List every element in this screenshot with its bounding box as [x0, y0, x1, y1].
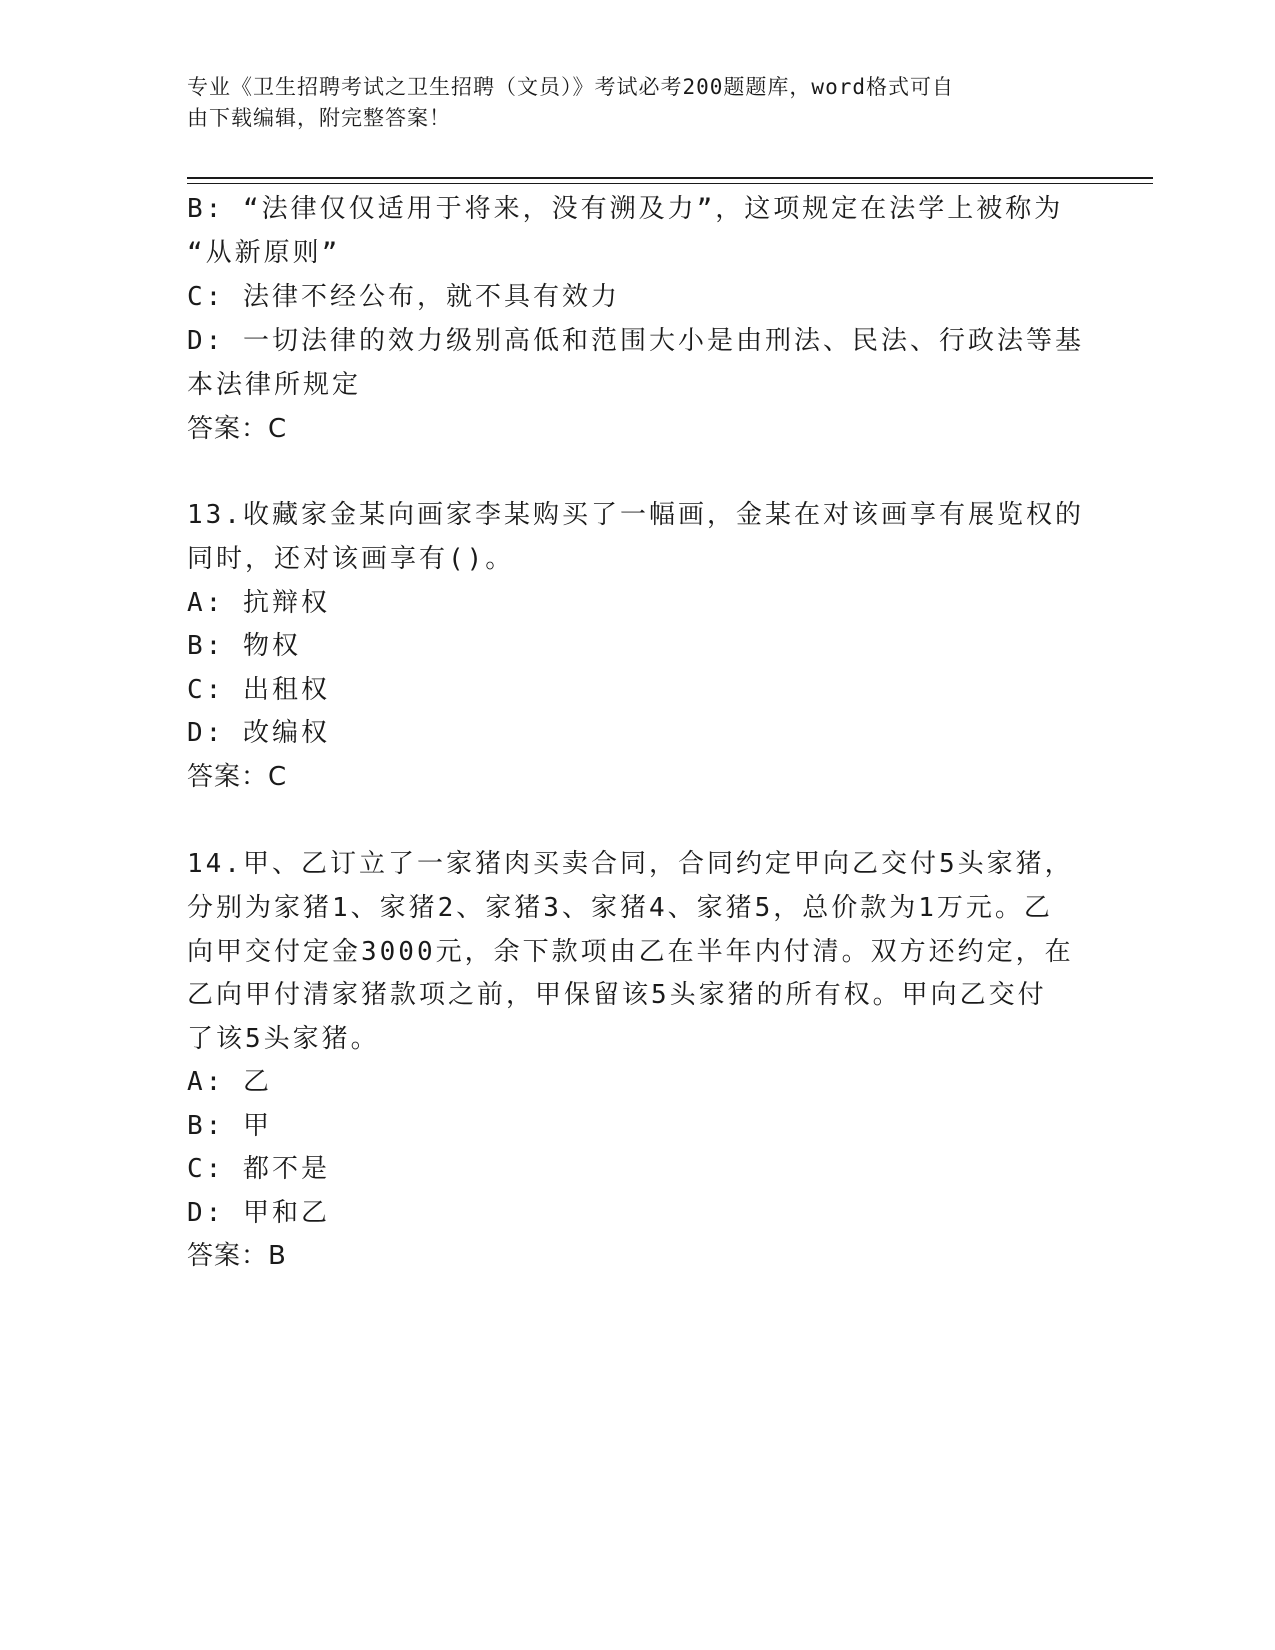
prev-option-b-line-2: “从新原则” — [187, 238, 341, 268]
q13-stem-line-1: 13.收藏家金某向画家李某购买了一幅画，金某在对该画享有展览权的 — [187, 500, 1084, 530]
prev-option-c: C: 法律不经公布，就不具有效力 — [187, 282, 620, 312]
q13-stem-line-2: 同时，还对该画享有()。 — [187, 544, 515, 574]
header-title-line-1: 专业《卫生招聘考试之卫生招聘（文员）》考试必考200题题库，word格式可自 — [187, 75, 954, 99]
header-title-line-2: 由下载编辑，附完整答案！ — [187, 106, 451, 130]
q14-stem-line-5: 了该5头家猪。 — [187, 1024, 380, 1054]
prev-answer: 答案：C — [187, 414, 288, 444]
q13-option-b: B: 物权 — [187, 631, 301, 661]
q14-stem-line-4: 乙向甲付清家猪款项之前，甲保留该5头家猪的所有权。甲向乙交付 — [187, 980, 1047, 1010]
header-divider-thin — [187, 183, 1153, 184]
q14-answer: 答案：B — [187, 1241, 287, 1271]
q13-option-c: C: 出租权 — [187, 675, 330, 705]
prev-option-d-line-1: D: 一切法律的效力级别高低和范围大小是由刑法、民法、行政法等基 — [187, 326, 1084, 356]
q13-option-a: A: 抗辩权 — [187, 588, 330, 618]
q14-stem-line-2: 分别为家猪1、家猪2、家猪3、家猪4、家猪5，总价款为1万元。乙 — [187, 893, 1053, 923]
header-divider-thick — [187, 177, 1153, 179]
prev-option-b-line-1: B: “法律仅仅适用于将来，没有溯及力”，这项规定在法学上被称为 — [187, 194, 1064, 224]
q14-option-d: D: 甲和乙 — [187, 1198, 330, 1228]
document-header — [187, 72, 1067, 134]
q13-option-d: D: 改编权 — [187, 718, 330, 748]
q14-option-c: C: 都不是 — [187, 1154, 330, 1184]
q14-stem-line-1: 14.甲、乙订立了一家猪肉买卖合同，合同约定甲向乙交付5头家猪， — [187, 849, 1074, 879]
q13-answer: 答案：C — [187, 762, 288, 792]
q14-option-a: A: 乙 — [187, 1067, 272, 1097]
q14-option-b: B: 甲 — [187, 1111, 272, 1141]
q14-stem-line-3: 向甲交付定金3000元，余下款项由乙在半年内付清。双方还约定，在 — [187, 937, 1074, 967]
prev-option-d-line-2: 本法律所规定 — [187, 370, 362, 400]
